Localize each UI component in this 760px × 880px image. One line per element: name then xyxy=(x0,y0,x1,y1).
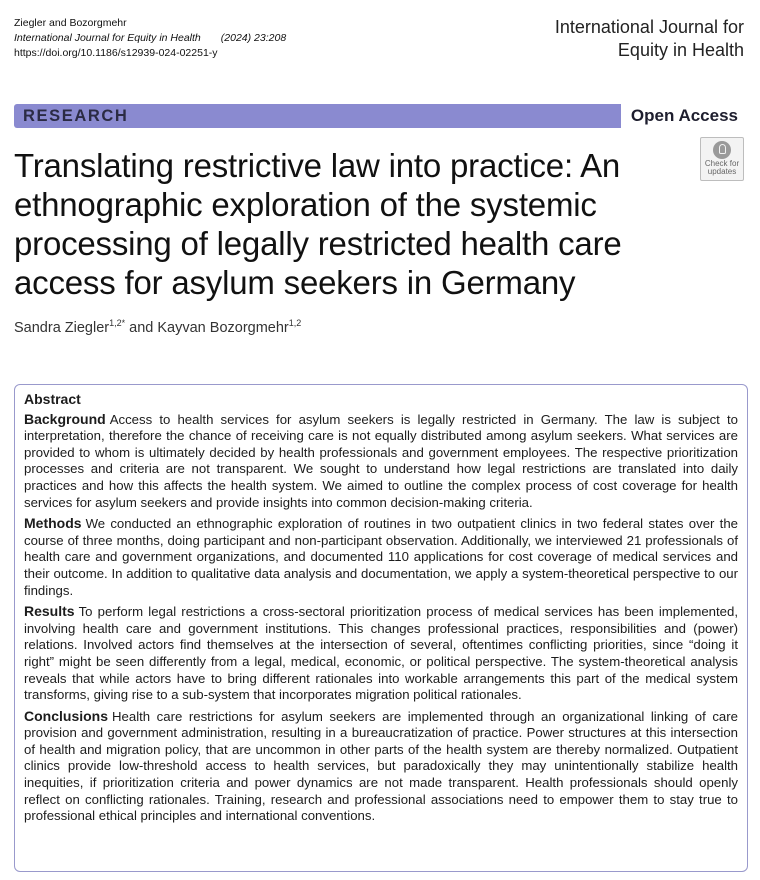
author-affiliation: 1,2 xyxy=(288,318,302,328)
check-for-updates-badge[interactable] xyxy=(700,137,744,181)
section-head: Background xyxy=(24,410,106,427)
article-type-label: RESEARCH xyxy=(23,107,129,125)
author-name[interactable]: Kayvan Bozorgmehr xyxy=(157,319,289,336)
section-text: Health care restrictions for asylum seekers are implemented through an organizational linking of care provision and government administration, resulting in a bureaucratization of practice. Power structures at this intersection of health and migration policy, that are uncommon in other parts of the health system are thereby normalized. Outpatient clinics provide low-threshold access to health services, but paradoxically they may unintentionally stabilize health inequities, if prioritization criteria and power dynamics are not made transparent. Health professionals should openly reflect on conflicting rationales. Training, research and professional associations need to empower them to stay true to professional ethical principles and international conventions. xyxy=(24,708,738,824)
section-text: To perform legal restrictions a cross-sectoral prioritization process of medical services has been implemented, involving health care and government institutions. This changes professional practices, responsibilities and (power) relations. Involved actors find themselves at the intersection of several, oftentimes conflicting priorities, since “doing it right” might be seen differently from a legal, medical, economic, or political perspective. The system-theoretical analysis reveals that while actors have to bring different rationales into workable arrangements this part of the medical system transforms, giving rise to a sub-system that incorporates migration political rationales. xyxy=(24,604,738,703)
running-authors: Ziegler and Bozorgmehr xyxy=(14,17,127,29)
check-for-updates-icon xyxy=(713,141,731,159)
author-list xyxy=(14,318,301,336)
citation-line xyxy=(14,31,286,46)
section-head: Results xyxy=(24,603,75,620)
abstract-section-results xyxy=(24,603,738,704)
journal-name: International Journal for Equity in Health xyxy=(14,32,201,44)
section-head: Methods xyxy=(24,515,82,532)
section-text: We conducted an ethnographic exploration of routines in two outpatient clinics in two federal states over the course of three months, doing participant and non-participant observation. Additionally, we interviewed 21 professionals of health care and government organizations, and documented 110 applications for cost coverage of medical services and their outcome. In addition to qualitative data analysis and documentation, we apply a system-theoretical perspective to our findings. xyxy=(24,516,738,598)
journal-brand xyxy=(555,16,744,62)
section-text: Access to health services for asylum seekers is legally restricted in Germany. The law is subject to interpretation, therefore the chance of receiving care is not equally distributed among asylum seekers. What services are provided to whom is ultimately decided by health professionals and government employees. The respective prioritization processes and criteria are not transparent. We sought to understand how legal restrictions are translated into daily practices and how this affects the health system. We aimed to outline the complex process of cost coverage for health services for asylum seekers and provide insights into common decision-making criteria. xyxy=(24,411,738,510)
journal-brand-line2: Equity in Health xyxy=(617,40,744,60)
abstract-section-methods xyxy=(24,515,738,599)
article-title: Translating restrictive law into practice: An ethnographic exploration of the systemic processing of legally restricted health care access for asylum seekers in Germany xyxy=(14,147,622,301)
abstract-box xyxy=(14,384,748,872)
article-type-banner xyxy=(14,104,744,128)
journal-brand-line1: International Journal for xyxy=(554,17,744,37)
badge-line1: Check for xyxy=(704,159,740,168)
abstract-section-conclusions xyxy=(24,708,738,825)
author-name[interactable]: Sandra Ziegler xyxy=(14,319,110,336)
author-connector: and xyxy=(125,319,158,336)
abstract-section-background xyxy=(24,411,738,512)
open-access-label: Open Access xyxy=(621,104,744,128)
badge-line2: updates xyxy=(707,167,737,176)
abstract-heading: Abstract xyxy=(24,391,81,407)
doi-link[interactable]: https://doi.org/10.1186/s12939-024-02251-y xyxy=(14,47,218,59)
author-affiliation: 1,2* xyxy=(109,318,126,328)
article-meta xyxy=(14,16,286,61)
section-head: Conclusions xyxy=(24,707,109,724)
volume-info: (2024) 23:208 xyxy=(220,32,287,44)
